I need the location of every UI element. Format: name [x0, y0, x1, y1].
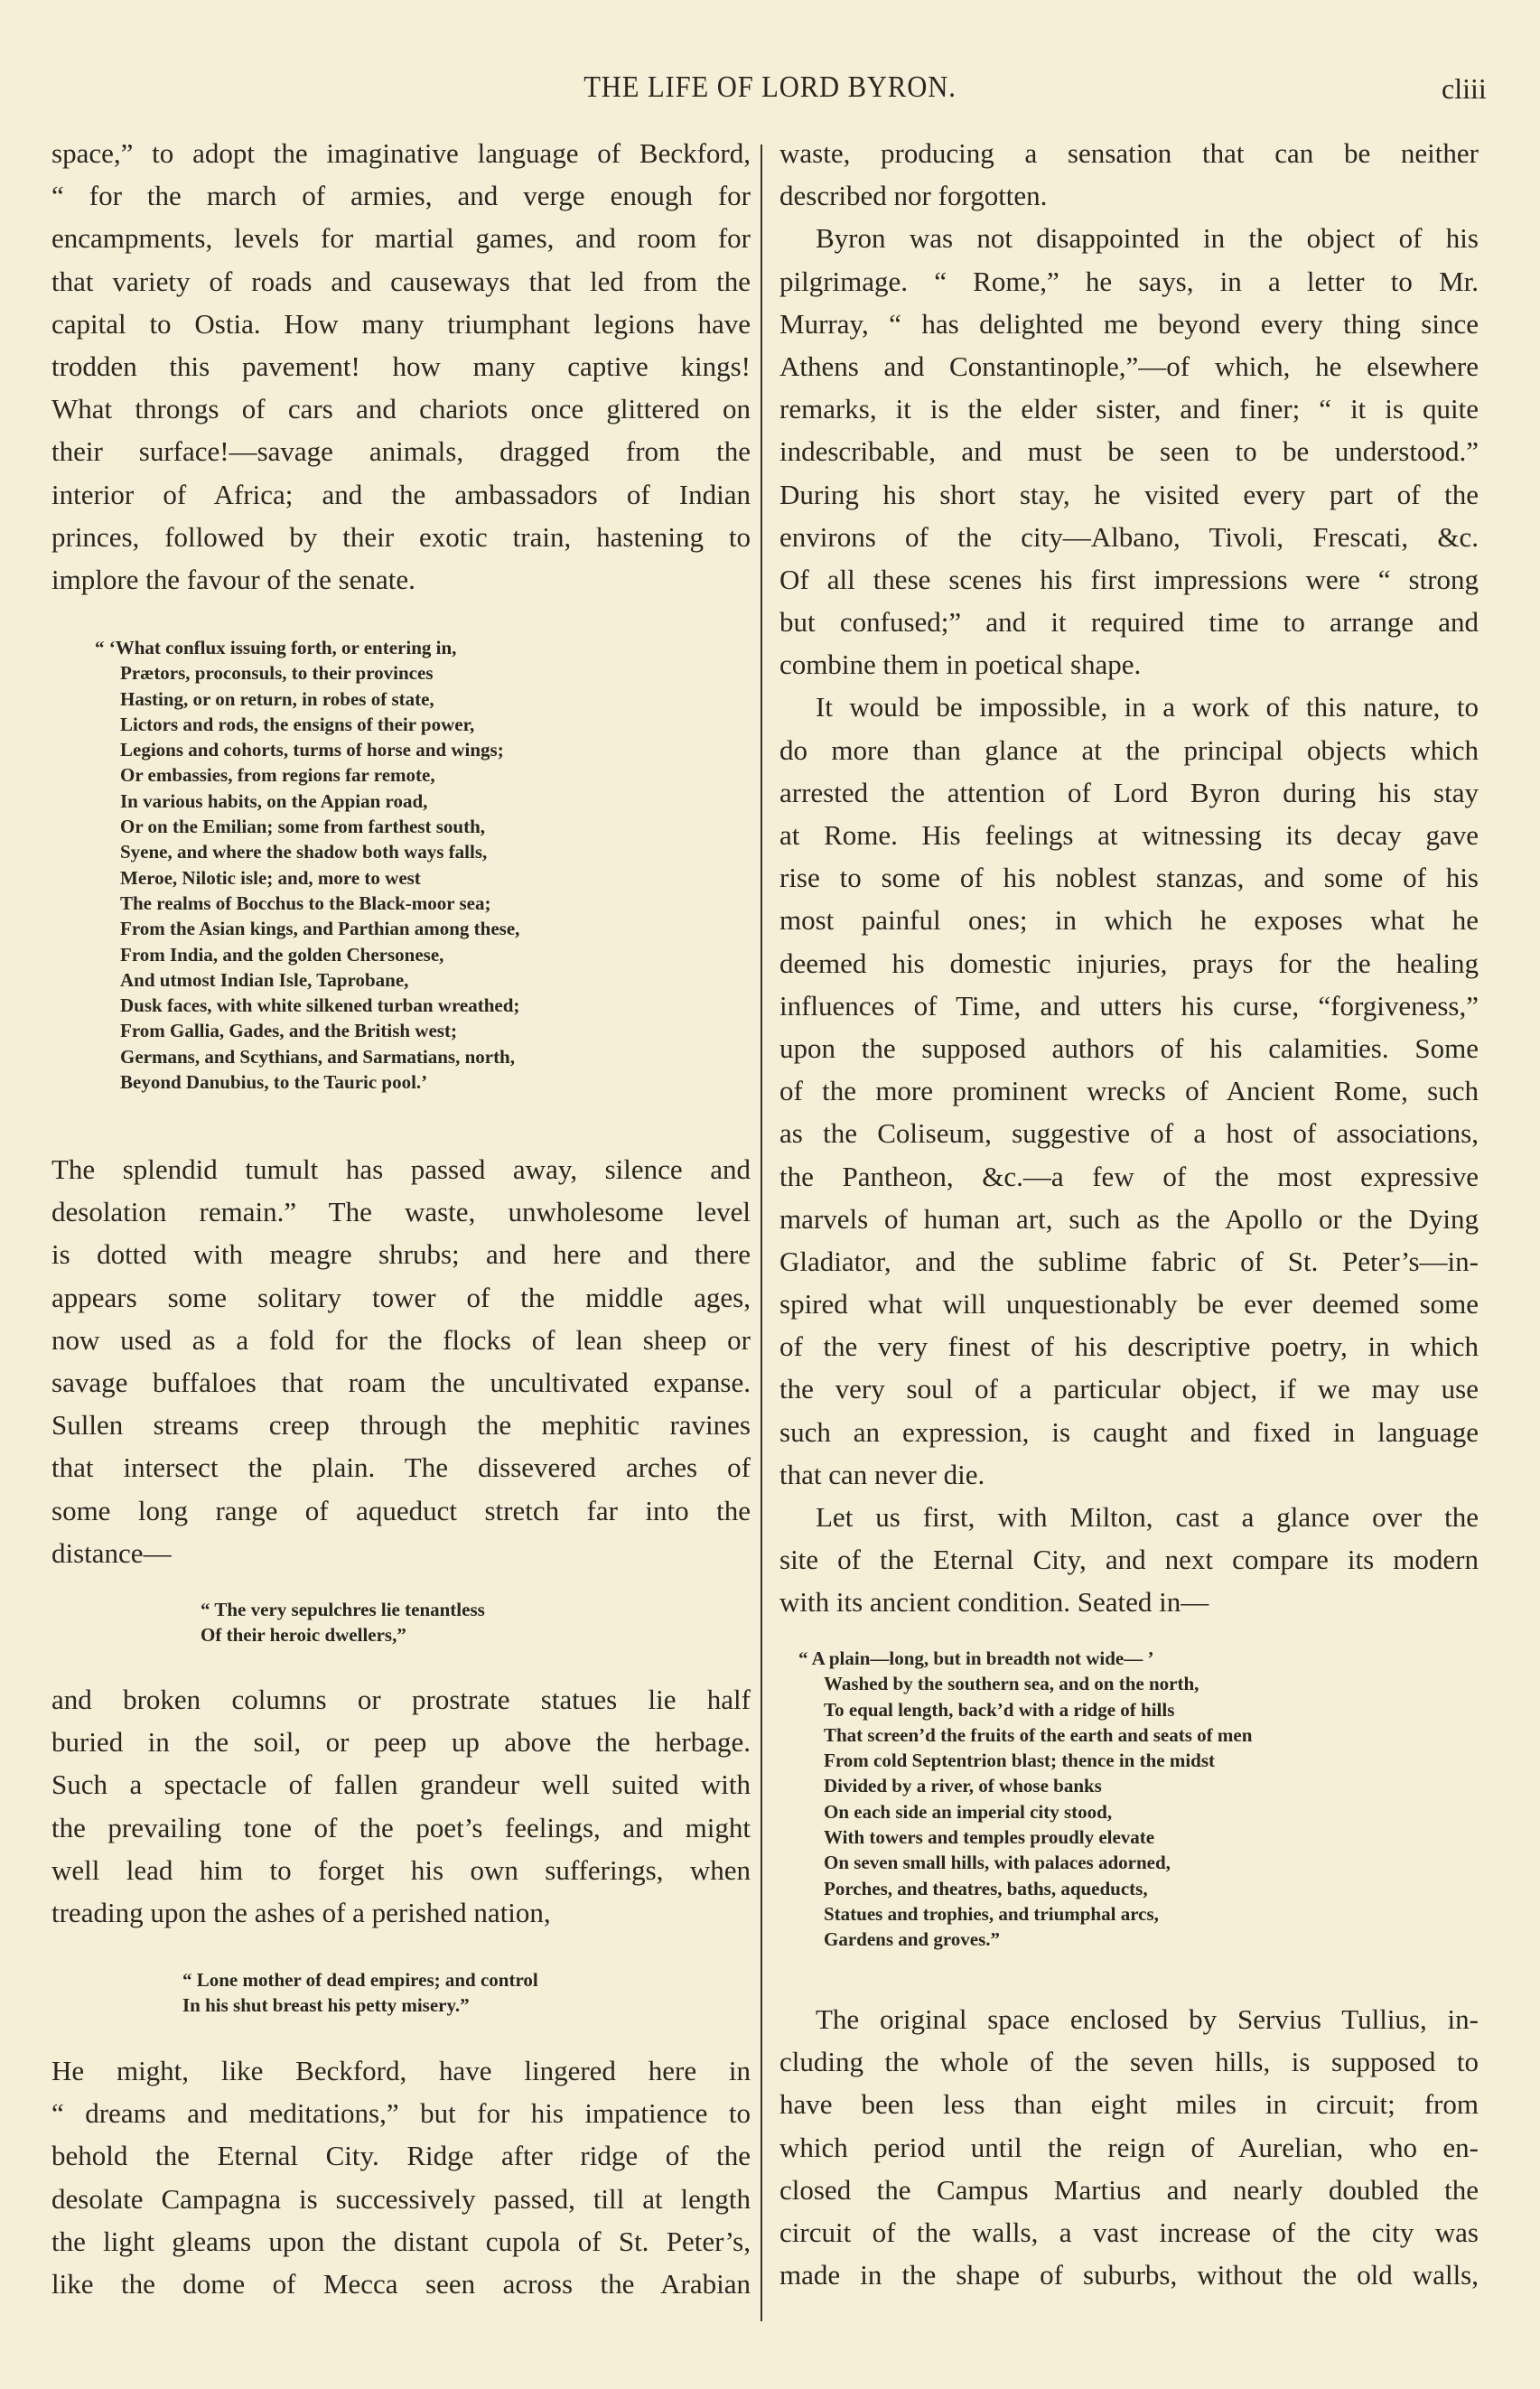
text-line: now used as a fold for the flocks of lean sheep or [51, 1323, 751, 1356]
text-line: that intersect the plain. The dissevered arches of [51, 1451, 751, 1484]
text-line: “ Lone mother of dead empires; and control [182, 1969, 538, 1991]
left-paragraph-2 [51, 1148, 751, 1574]
text-line: deemed his domestic injuries, prays for the healing [779, 947, 1479, 979]
text-line: that can never die. [779, 1458, 985, 1490]
left-paragraph-1 [51, 132, 751, 601]
text-line: “ The very sepulchres lie tenantless [201, 1599, 485, 1620]
left-quote-lone-mother [182, 1967, 742, 2019]
text-line: Such a spectacle of fallen grandeur well suited with [51, 1768, 751, 1801]
left-poem-quote [95, 635, 752, 1095]
text-line: “ for the march of armies, and verge enough for [51, 180, 751, 212]
text-line: desolation remain.” The waste, unwholesome level [51, 1196, 751, 1228]
text-line: have been less than eight miles in circuit; from [779, 2088, 1479, 2121]
text-line: space,” to adopt the imaginative language of Beckford, [51, 137, 751, 169]
text-line: Beyond Danubius, to the Tauric pool.’ [120, 1071, 428, 1094]
text-line: “ ‘What conflux issuing forth, or entering in, [95, 637, 457, 658]
text-line: The realms of Bocchus to the Black-moor sea; [120, 891, 491, 914]
text-line: From Gallia, Gades, and the British west; [120, 1020, 457, 1042]
text-line: He might, like Beckford, have lingered here in [51, 2055, 751, 2086]
text-line: environs of the city—Albano, Tivoli, Frescati, &c. [779, 520, 1479, 553]
text-line: Murray, “ has delighted me beyond every thing since [779, 307, 1479, 340]
text-line: trodden this pavement! how many captive kings! [51, 350, 751, 382]
text-line: the prevailing tone of the poet’s feelings, and might [51, 1811, 751, 1843]
text-line: buried in the soil, or peep up above the herbage. [51, 1726, 751, 1759]
text-line: rise to some of his noblest stanzas, and some of his [779, 862, 1479, 894]
text-line: Prætors, proconsuls, to their provinces [120, 662, 434, 685]
text-line: encampments, levels for martial games, and room for [51, 222, 751, 255]
text-line: circuit of the walls, a vast increase of the city was [779, 2216, 1479, 2248]
text-line: Athens and Constantinople,”—of which, he elsewhere [779, 350, 1479, 382]
text-line: treading upon the ashes of a perished nation, [51, 1896, 551, 1928]
text-line: well lead him to forget his own sufferings, when [51, 1853, 751, 1886]
text-line: the very soul of a particular object, if we may use [779, 1373, 1479, 1405]
text-line: Meroe, Nilotic isle; and, more to west [120, 866, 421, 889]
text-line: appears some solitary tower of the middle ages, [51, 1281, 751, 1313]
right-poem-quote [798, 1646, 1456, 1953]
text-line: arrested the attention of Lord Byron during his stay [779, 776, 1479, 808]
text-line: Statues and trophies, and triumphal arcs, [824, 1902, 1159, 1925]
text-line: Of all these scenes his first impressions were “ strong [779, 563, 1479, 595]
text-line: closed the Campus Martius and nearly doubled the [779, 2173, 1479, 2206]
text-line: influences of Time, and utters his curse, “forgiveness,” [779, 989, 1479, 1022]
text-line: That screen’d the fruits of the earth and seats of men [824, 1723, 1253, 1746]
text-line: From India, and the golden Chersonese, [120, 943, 444, 966]
text-line: and broken columns or prostrate statues lie half [51, 1684, 751, 1715]
left-paragraph-3 [51, 1678, 751, 1934]
text-line: “ dreams and meditations,” but for his impatience to [51, 2097, 751, 2130]
page-number: cliii [1442, 72, 1487, 105]
text-line: which period until the reign of Aurelian, who en- [779, 2131, 1479, 2163]
text-line: site of the Eternal City, and next compare its modern [779, 1544, 1479, 1576]
text-line: Byron was not disappointed in the object of his [816, 222, 1479, 255]
text-line: “ A plain—long, but in breadth not wide— ’ [798, 1647, 1154, 1669]
running-header: THE LIFE OF LORD BYRON. [583, 70, 957, 104]
right-paragraph-final [779, 1998, 1479, 2296]
text-line: waste, producing a sensation that can be neither [779, 137, 1479, 169]
text-line: combine them in poetical shape. [779, 649, 1142, 681]
text-line: the Pantheon, &c.—a few of the most expressive [779, 1160, 1479, 1192]
text-line: remarks, it is the elder sister, and finer; “ it is quite [779, 393, 1479, 425]
text-line: From the Asian kings, and Parthian among these, [120, 918, 520, 940]
text-line: Legions and cohorts, turms of horse and wings; [120, 739, 504, 761]
text-line: is dotted with meagre shrubs; and here and there [51, 1238, 751, 1271]
text-line: described nor forgotten. [779, 180, 1048, 212]
text-line: Sullen streams creep through the mephitic ravines [51, 1409, 751, 1442]
text-line: On each side an imperial city stood, [824, 1800, 1113, 1823]
text-line: Or embassies, from regions far remote, [120, 764, 435, 787]
text-line: do more than glance at the principal objects which [779, 733, 1479, 766]
text-line: Divided by a river, of whose banks [824, 1775, 1102, 1797]
text-line: Hasting, or on return, in robes of state, [120, 687, 434, 710]
text-line: at Rome. His feelings at witnessing its decay gave [779, 819, 1479, 851]
text-line: behold the Eternal City. Ridge after ridge of the [51, 2140, 751, 2172]
text-line: of the more prominent wrecks of Ancient Rome, such [779, 1075, 1479, 1107]
right-paragraphs [779, 132, 1479, 1624]
text-line: desolate Campagna is successively passed, till at length [51, 2182, 751, 2215]
text-line: What throngs of cars and chariots once glittered on [51, 393, 751, 425]
text-line: indescribable, and must be seen to be understood.” [779, 435, 1479, 468]
text-line: with its ancient condition. Seated in— [779, 1586, 1209, 1619]
text-line: made in the shape of suburbs, without the old walls, [779, 2259, 1479, 2291]
text-line: that variety of roads and causeways that led from the [51, 265, 751, 297]
text-line: Let us first, with Milton, cast a glance over the [816, 1501, 1479, 1533]
text-line: princes, followed by their exotic train, hastening to [51, 520, 751, 553]
text-line: Of their heroic dwellers,” [201, 1624, 406, 1647]
left-quote-sepulchres [201, 1597, 742, 1648]
text-line: like the dome of Mecca seen across the Arabian [51, 2267, 751, 2300]
column-divider [761, 145, 762, 2321]
text-line: During his short stay, he visited every part of the [779, 478, 1479, 510]
text-line: upon the supposed authors of his calamities. Some [779, 1031, 1479, 1064]
text-line: Lictors and rods, the ensigns of their power, [120, 713, 475, 735]
text-line: And utmost Indian Isle, Taprobane, [120, 968, 409, 991]
text-line: as the Coliseum, suggestive of a host of associations, [779, 1117, 1479, 1150]
text-line: the light gleams upon the distant cupola of St. Peter’s, [51, 2225, 751, 2257]
text-line: spired what will unquestionably be ever deemed some [779, 1288, 1479, 1320]
text-line: It would be impossible, in a work of this nature, to [816, 691, 1479, 723]
text-line: In various habits, on the Appian road, [120, 789, 428, 812]
text-line: such an expression, is caught and fixed in language [779, 1415, 1479, 1448]
text-line: marvels of human art, such as the Apollo or the Dying [779, 1202, 1479, 1235]
text-line: The splendid tumult has passed away, silence and [51, 1153, 751, 1185]
text-line: savage buffaloes that roam the uncultivated expanse. [51, 1366, 751, 1398]
text-line: cluding the whole of the seven hills, is supposed to [779, 2046, 1479, 2078]
text-line: With towers and temples proudly elevate [824, 1826, 1155, 1849]
text-line: Or on the Emilian; some from farthest south, [120, 816, 486, 838]
text-line: some long range of aqueduct stretch far into the [51, 1494, 751, 1526]
text-line: Gardens and groves.” [824, 1928, 1001, 1951]
text-line: On seven small hills, with palaces adorned, [824, 1852, 1171, 1874]
text-line: Dusk faces, with white silkened turban wreathed; [120, 994, 520, 1017]
text-line: distance— [51, 1536, 172, 1569]
text-line: their surface!—savage animals, dragged from the [51, 435, 751, 468]
text-line: The original space enclosed by Servius Tullius, in- [816, 2003, 1479, 2035]
left-paragraph-4 [51, 2049, 751, 2305]
text-line: Washed by the southern sea, and on the north, [824, 1673, 1199, 1695]
text-line: From cold Septentrion blast; thence in the midst [824, 1750, 1216, 1772]
text-line: implore the favour of the senate. [51, 563, 415, 595]
text-line: but confused;” and it required time to arrange and [779, 606, 1479, 639]
text-line: Porches, and theatres, baths, aqueducts, [824, 1877, 1148, 1899]
text-line: Germans, and Scythians, and Sarmatians, north, [120, 1045, 515, 1068]
text-line: To equal length, back’d with a ridge of hills [824, 1698, 1175, 1721]
text-line: capital to Ostia. How many triumphant legions have [51, 307, 751, 340]
text-line: of the very finest of his descriptive poetry, in which [779, 1330, 1479, 1363]
text-line: interior of Africa; and the ambassadors of Indian [51, 478, 751, 510]
text-line: most painful ones; in which he exposes what he [779, 904, 1479, 937]
text-line: Gladiator, and the sublime fabric of St. Peter’s—in- [779, 1245, 1479, 1277]
text-line: pilgrimage. “ Rome,” he says, in a letter to Mr. [779, 265, 1479, 297]
text-line: Syene, and where the shadow both ways falls, [120, 841, 488, 863]
text-line: In his shut breast his petty misery.” [182, 1994, 470, 2017]
